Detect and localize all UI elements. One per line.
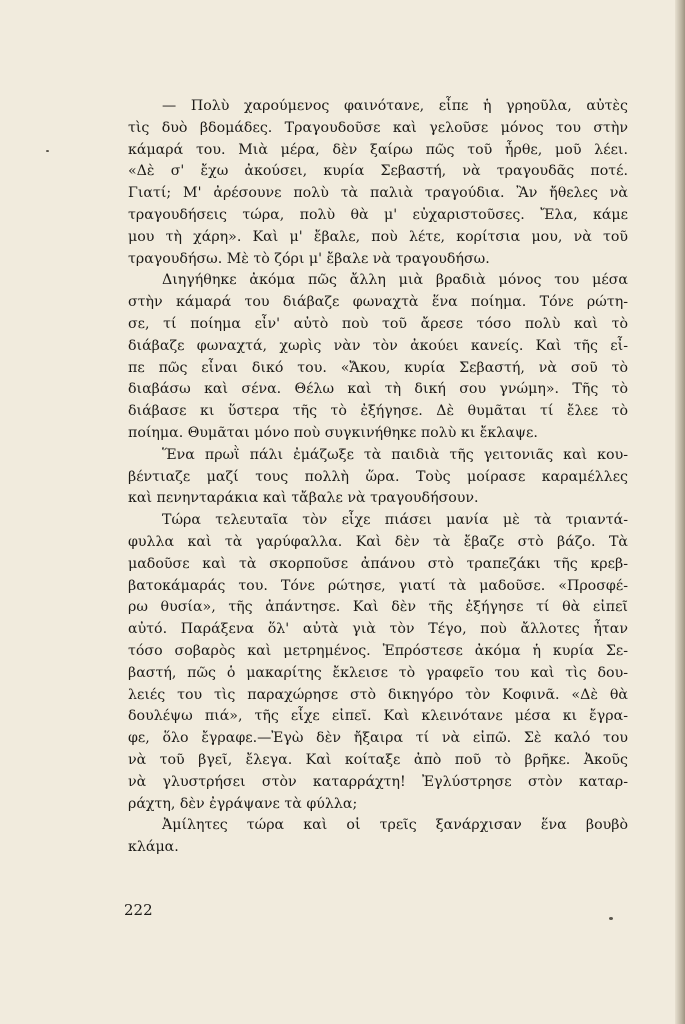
- text-line: τόσο σοβαρὸς καὶ μετρημένος. Ἐπρόστεσε ἀκόμα ἡ κυρία Σε-: [128, 642, 628, 659]
- text-line: Γιατί; Μ' ἀρέσουνε πολὺ τὰ παλιὰ τραγούδια. Ἂν ἤθελες νὰ: [128, 185, 628, 202]
- text-line: διάβαζε φωναχτά, χωρὶς νὰν τὸν ἀκούει κανείς. Καὶ τῆς εἶ-: [128, 337, 628, 354]
- text-line: «Δὲ σ' ἔχω ἀκούσει, κυρία Σεβαστή, νὰ τραγουδᾶς ποτέ.: [128, 163, 628, 180]
- text-line: βατοκάμαράς του. Τόνε ρώτησε, γιατί τὰ μαδοῦσε. «Προσφέ-: [128, 577, 628, 594]
- text-line: βαστή, πῶς ὁ μακαρίτης ἔκλεισε τὸ γραφεῖο του καὶ τὶς δου-: [128, 664, 628, 681]
- text-line: Τώρα τελευταῖα τὸν εἶχε πιάσει μανία μὲ τὰ τριαντά-: [162, 512, 628, 529]
- text-line: Ἀμίλητες τώρα καὶ οἱ τρεῖς ξανάρχισαν ἕνα βουβὸ: [162, 817, 628, 834]
- text-line: σε, τί ποίημα εἶν' αὐτὸ ποὺ τοῦ ἄρεσε τόσο πολὺ καὶ τὸ: [128, 315, 628, 332]
- text-line: τραγουδήσεις τώρα, πολὺ θὰ μ' εὐχαριστοῦσες. Ἔλα, κάμε: [128, 206, 628, 223]
- text-line: αὐτό. Παράξενα ὅλ' αὐτὰ γιὰ τὸν Τέγο, ποὺ ἄλλοτες ἦταν: [128, 621, 628, 638]
- text-line: νὰ γλυστρήσει στὸν καταρράχτη! Ἐγλύστρησε στὸν καταρ-: [128, 773, 628, 790]
- text-line: νὰ τοῦ βγεῖ, ἔλεγα. Καὶ κοίταξε ἀπὸ ποῦ τὸ βρῆκε. Ἀκοῦς: [128, 751, 628, 768]
- text-line: ποίημα. Θυμᾶται μόνο ποὺ συγκινήθηκε πολὺ κι ἔκλαψε.: [128, 424, 538, 441]
- text-line: φυλλα καὶ τὰ γαρύφαλλα. Καὶ δὲν τὰ ἔβαζε στὸ βάζο. Τὰ: [128, 533, 628, 550]
- text-line: λειές του τὶς παραχώρησε στὸ δικηγόρο τὸν Κοφινᾶ. «Δὲ θὰ: [128, 686, 628, 703]
- text-line: βέντιαζε μαζί τους πολλὴ ὥρα. Τοὺς μοίρασε καραμέλλες: [128, 468, 628, 485]
- body-text: [128, 96, 628, 859]
- text-line: καὶ πενηνταράκια καὶ τἄβαλε νὰ τραγουδήσουν.: [128, 490, 479, 507]
- text-line: πε πῶς εἶναι δικό του. «Ἄκου, κυρία Σεβαστή, νὰ σοῦ τὸ: [128, 359, 628, 376]
- text-line: φε, ὅλο ἔγραφε.—Ἐγὼ δὲν ἤξαιρα τί νὰ εἰπῶ. Σὲ καλό του: [128, 730, 628, 747]
- text-line: δουλέψω πιά», τῆς εἶχε εἰπεῖ. Καὶ κλεινότανε μέσα κι ἔγρα-: [128, 708, 628, 725]
- text-line: μαδοῦσε καὶ τὰ σκορποῦσε ἀπάνου στὸ τραπεζάκι τῆς κρεβ-: [128, 555, 628, 572]
- text-line: στὴν κάμαρά του διάβαζε φωναχτὰ ἕνα ποίημα. Τόνε ρώτη-: [128, 294, 628, 311]
- text-line: μου τὴ χάρη». Καὶ μ' ἔβαλε, ποὺ λέτε, κορίτσια μου, νὰ τοῦ: [128, 228, 628, 245]
- text-line: κάμαρά του. Μιὰ μέρα, δὲν ξαίρω πῶς τοῦ ἦρθε, μοῦ λέει.: [128, 141, 628, 158]
- text-line: Διηγήθηκε ἀκόμα πῶς ἄλλη μιὰ βραδιὰ μόνος του μέσα: [162, 272, 628, 289]
- text-line: — Πολὺ χαρούμενος φαινότανε, εἶπε ἡ γρηοῦλα, αὐτὲς: [162, 98, 628, 114]
- text-line: τραγουδήσω. Μὲ τὸ ζόρι μ' ἔβαλε νὰ τραγουδήσω.: [128, 250, 490, 267]
- text-line: διαβάσω καὶ σένα. Θέλω καὶ τὴ δική σου γνώμη». Τῆς τὸ: [128, 381, 628, 398]
- page-number: 222: [124, 901, 153, 919]
- text-line: κλάμα.: [128, 839, 179, 856]
- paper-speck: [46, 150, 49, 152]
- page-edge-shadow: [675, 0, 685, 1024]
- text-line: ράχτη, δὲν ἐγράψανε τὰ φύλλα;: [128, 795, 358, 812]
- paper-speck: [609, 917, 613, 920]
- text-line: ρω θυσία», τῆς ἀπάντησε. Καὶ δὲν τῆς ἐξήγησε τί θὰ εἰπεῖ: [128, 599, 628, 616]
- text-line: Ἕνα πρωῒ πάλι ἐμάζωξε τὰ παιδιὰ τῆς γειτονιᾶς καὶ κου-: [162, 446, 628, 463]
- text-line: τὶς δυὸ βδομάδες. Τραγουδοῦσε καὶ γελοῦσε μόνος του στὴν: [128, 119, 628, 136]
- text-line: διάβασε κι ὕστερα τῆς τὸ ἐξήγησε. Δὲ θυμᾶται τί ἔλεε τὸ: [128, 403, 628, 420]
